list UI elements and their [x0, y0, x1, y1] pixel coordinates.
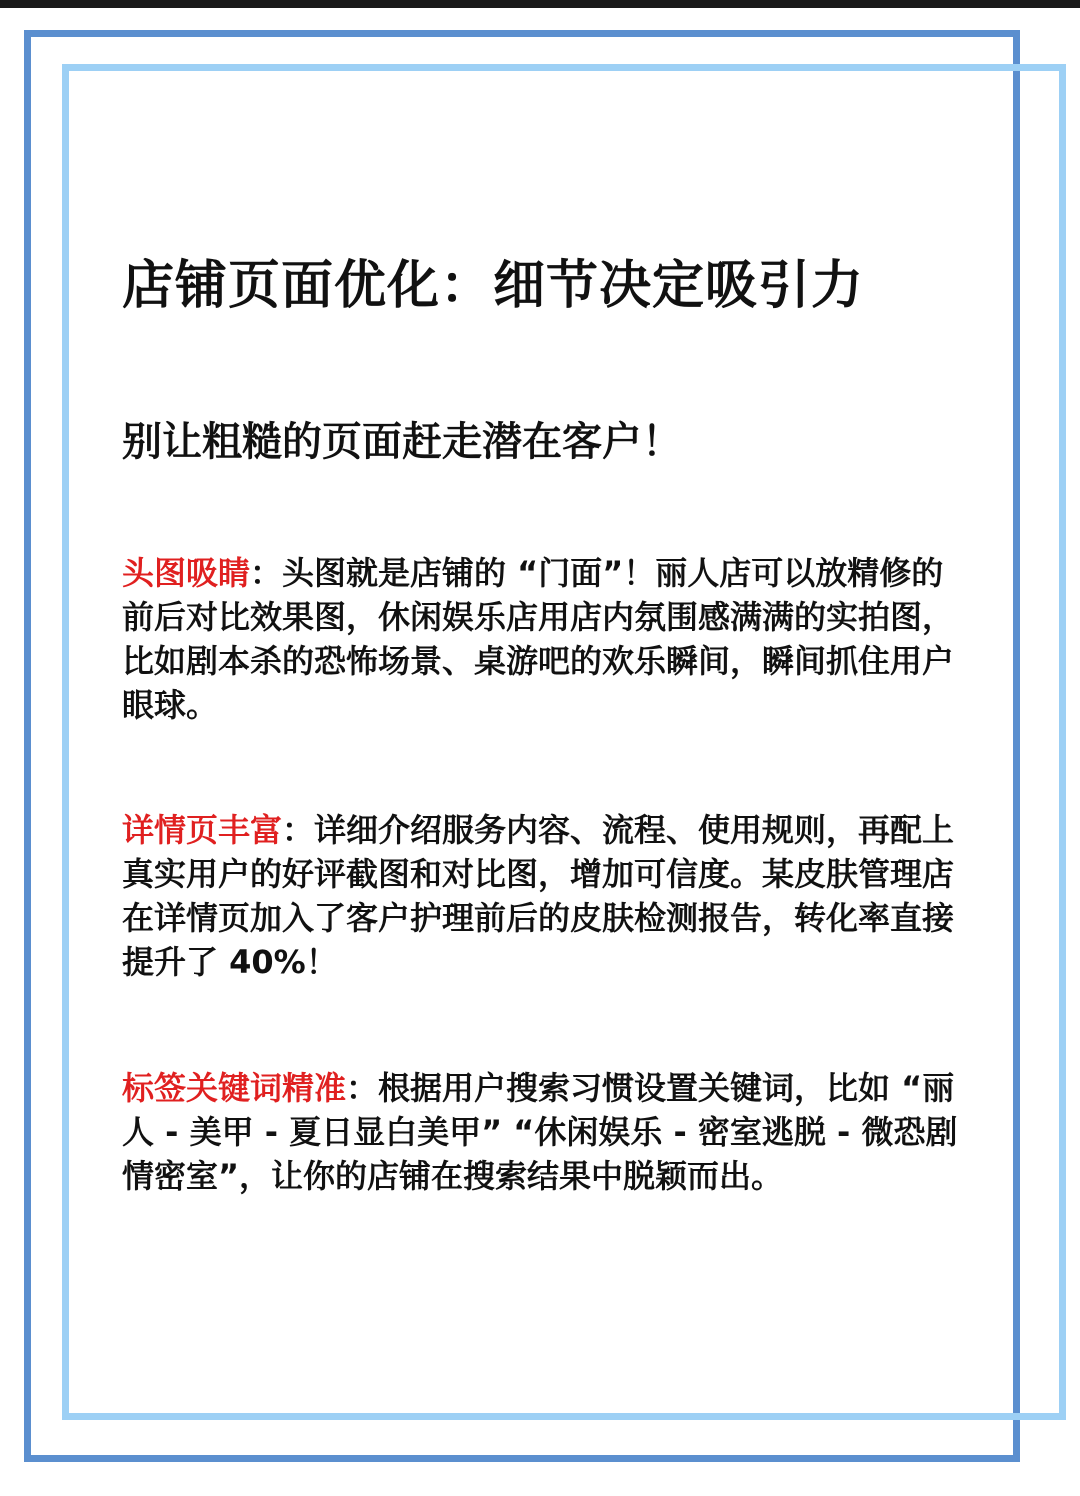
- section-tag-keywords: [122, 1066, 972, 1198]
- section-header-image: [122, 551, 972, 727]
- section-detail-page: [122, 808, 972, 984]
- section-body: ：根据用户搜索习惯设置关键词，比如 “丽人 - 美甲 - 夏日显白美甲” “休闲娱乐 - 密室逃脱 - 微恐剧情密室”，让你的店铺在搜索结果中脱颖而出。: [122, 1069, 958, 1195]
- top-bar: [0, 0, 1080, 8]
- section-body: ：头图就是店铺的 “门面”！丽人店可以放精修的前后对比效果图，休闲娱乐店用店内氛围感满满的实拍图，比如剧本杀的恐怖场景、桌游吧的欢乐瞬间，瞬间抓住用户眼球。: [122, 554, 955, 724]
- section-heading: 详情页丰富: [122, 811, 283, 849]
- page-title: 店铺页面优化：细节决定吸引力: [122, 256, 865, 316]
- section-body: ：详细介绍服务内容、流程、使用规则，再配上真实用户的好评截图和对比图，增加可信度。某皮肤管理店在详情页加入了客户护理前后的皮肤检测报告，转化率直接提升了 40%！: [122, 811, 955, 981]
- section-heading: 头图吸睛: [122, 554, 251, 592]
- page-subtitle: 别让粗糙的页面赶走潜在客户！: [122, 419, 682, 465]
- section-heading: 标签关键词精准: [122, 1069, 347, 1107]
